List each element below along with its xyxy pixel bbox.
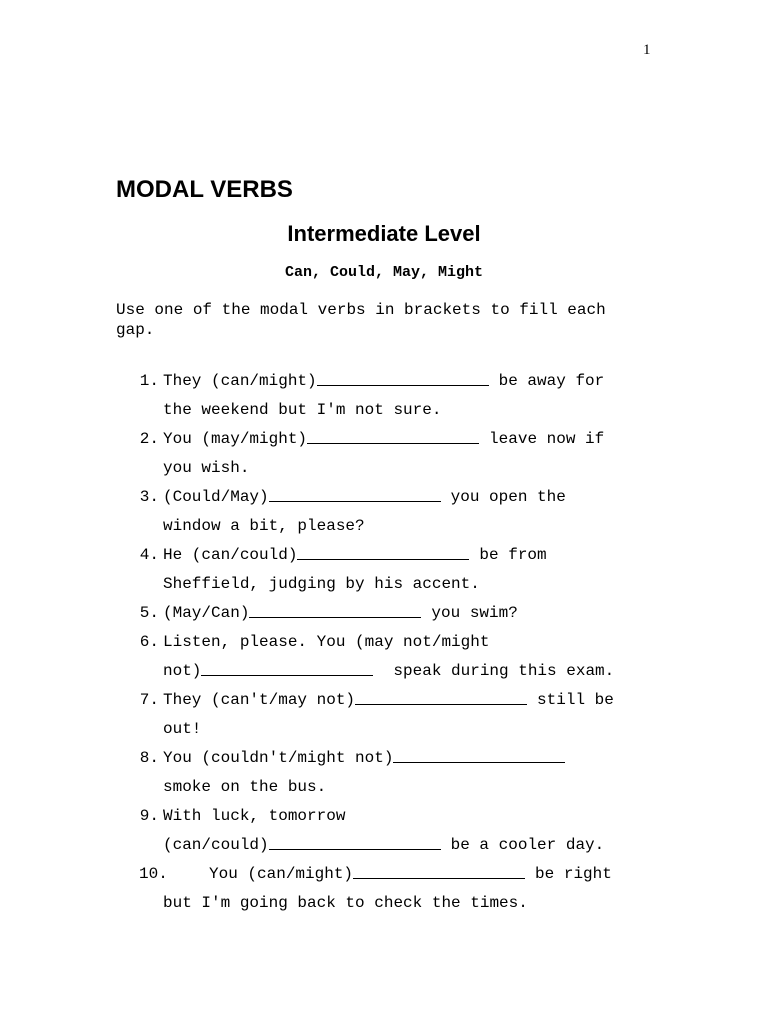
- item-line-1: [163, 744, 565, 773]
- page-number: 1: [643, 42, 651, 58]
- item-text-after: be from: [479, 546, 547, 564]
- exercise-item-8: [0, 744, 768, 802]
- exercise-item-1: [0, 367, 768, 425]
- item-text-after: speak during this exam.: [393, 662, 615, 680]
- item-line-2: but I'm going back to check the times.: [163, 894, 528, 912]
- item-number: 7.: [139, 691, 159, 709]
- exercise-item-2: [0, 425, 768, 483]
- exercise-list: [0, 367, 768, 918]
- exercise-item-4: [0, 541, 768, 599]
- item-text-before: He (can/could): [163, 546, 298, 564]
- item-number: 10.: [139, 865, 168, 883]
- item-text-after: you open the: [450, 488, 566, 506]
- exercise-item-7: [0, 686, 768, 744]
- item-text-after: be right: [535, 865, 612, 883]
- item-line-1: With luck, tomorrow: [163, 807, 346, 825]
- answer-blank[interactable]: [269, 500, 441, 502]
- answer-blank[interactable]: [393, 761, 565, 763]
- item-text-before: They (can/might): [163, 372, 317, 390]
- item-number: 2.: [139, 430, 159, 448]
- item-text-before: You (can/might): [209, 865, 354, 883]
- exercise-item-3: [0, 483, 768, 541]
- item-line-1: [163, 686, 614, 715]
- item-text-before: (Could/May): [163, 488, 269, 506]
- item-line-2: smoke on the bus.: [163, 778, 327, 796]
- item-text-after: you swim?: [431, 604, 518, 622]
- item-line-1: [163, 367, 604, 396]
- answer-blank[interactable]: [355, 703, 527, 705]
- answer-blank[interactable]: [307, 442, 479, 444]
- item-line-1: [163, 541, 547, 570]
- answer-blank[interactable]: [201, 674, 373, 676]
- answer-blank[interactable]: [317, 384, 489, 386]
- item-line-2: [163, 657, 614, 686]
- item-line-2: you wish.: [163, 459, 250, 477]
- item-text-before: You (couldn't/might not): [163, 749, 394, 767]
- answer-blank[interactable]: [249, 616, 421, 618]
- exercise-item-9: [0, 802, 768, 860]
- exercise-item-10: [0, 860, 768, 918]
- item-text-after: still be: [537, 691, 614, 709]
- worksheet-title: MODAL VERBS: [116, 176, 293, 203]
- item-text-after: leave now if: [489, 430, 605, 448]
- item-number: 6.: [139, 633, 159, 651]
- item-number: 8.: [139, 749, 159, 767]
- item-line-2: window a bit, please?: [163, 517, 365, 535]
- item-text-before: not): [163, 662, 202, 680]
- answer-blank[interactable]: [353, 877, 525, 879]
- exercise-item-6: [0, 628, 768, 686]
- worksheet-subtitle: Intermediate Level: [287, 221, 481, 246]
- item-text-before: You (may/might): [163, 430, 308, 448]
- instructions: Use one of the modal verbs in brackets to fill each gap.: [116, 301, 606, 339]
- answer-blank[interactable]: [297, 558, 469, 560]
- item-number: 3.: [139, 488, 159, 506]
- item-number: 5.: [139, 604, 159, 622]
- item-text-before: (can/could): [163, 836, 269, 854]
- item-line-1: [163, 483, 566, 512]
- item-line-2: [163, 831, 604, 860]
- topic-heading: Can, Could, May, Might: [284, 264, 484, 281]
- item-text-after: be a cooler day.: [450, 836, 605, 854]
- item-line-2: Sheffield, judging by his accent.: [163, 575, 480, 593]
- item-line-2: the weekend but I'm not sure.: [163, 401, 442, 419]
- exercise-item-5: [0, 599, 768, 628]
- answer-blank[interactable]: [269, 848, 441, 850]
- item-number: 4.: [139, 546, 159, 564]
- item-text-before: (May/Can): [163, 604, 250, 622]
- item-line-2: out!: [163, 720, 202, 738]
- item-line-1: [163, 425, 604, 454]
- item-text-after: be away for: [498, 372, 605, 390]
- item-line-1: Listen, please. You (may not/might: [163, 633, 490, 651]
- item-number: 9.: [139, 807, 159, 825]
- item-line-1: [163, 599, 518, 628]
- item-number: 1.: [139, 372, 159, 390]
- item-line-1: [209, 860, 612, 889]
- item-text-before: They (can't/may not): [163, 691, 356, 709]
